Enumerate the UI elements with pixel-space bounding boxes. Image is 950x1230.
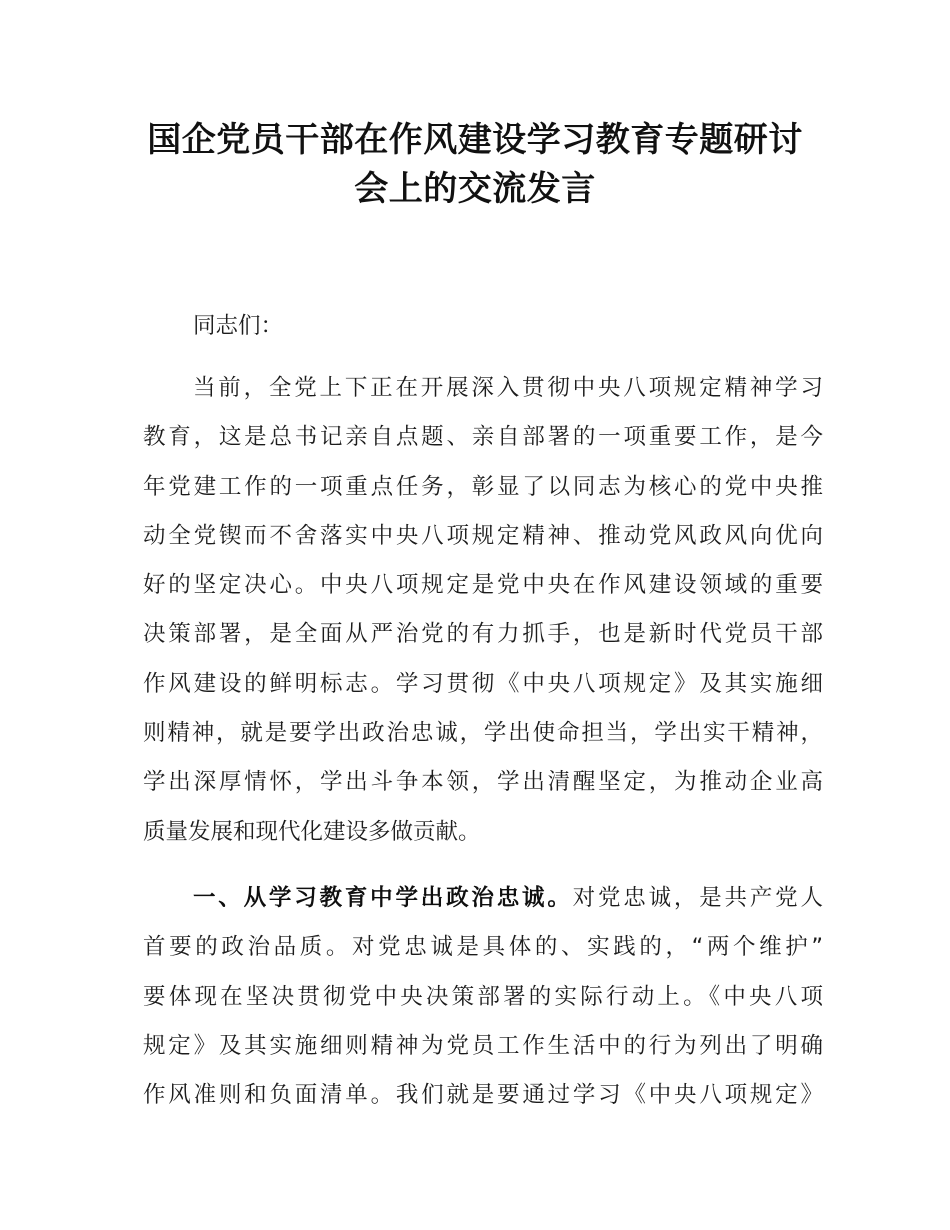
paragraph-line: 好的坚定决心。中央八项规定是党中央在作风建设领域的重要 — [143, 572, 823, 599]
paragraph-1 — [143, 364, 823, 857]
paragraph-line: 质量发展和现代化建设多做贡献。 — [143, 818, 481, 845]
paragraph-line: 作风准则和负面清单。我们就是要通过学习《中央八项规定》 — [143, 1082, 823, 1109]
paragraph-line: 动全党锲而不舍落实中央八项规定精神、推动党风政风向优向 — [143, 522, 823, 549]
greeting — [143, 302, 823, 351]
paragraph-line: 作风建设的鲜明标志。学习贯彻《中央八项规定》及其实施细 — [143, 670, 823, 697]
paragraph-line: 学出深厚情怀，学出斗争本领，学出清醒坚定，为推动企业高 — [143, 769, 823, 796]
paragraph-line: 则精神，就是要学出政治忠诚，学出使命担当，学出实干精神， — [143, 720, 823, 747]
paragraph-line: 当前，全党上下正在开展深入贯彻中央八项规定精神学习 — [193, 375, 823, 401]
section-heading-rest: 对党忠诚，是共产党人 — [572, 885, 823, 911]
paragraph-line: 教育，这是总书记亲自点题、亲自部署的一项重要工作，是今 — [143, 424, 823, 451]
paragraph-line: 决策部署，是全面从严治党的有力抓手，也是新时代党员干部 — [143, 621, 823, 648]
paragraph-line: 规定》及其实施细则精神为党员工作生活中的行为列出了明确 — [143, 1032, 823, 1059]
paragraph-line: 首要的政治品质。对党忠诚是具体的、实践的，“两个维护” — [143, 934, 823, 961]
paragraph-line — [143, 874, 823, 923]
title-line-2: 会上的交流发言 — [354, 169, 596, 209]
title-line-1: 国企党员干部在作风建设学习教育专题研讨 — [147, 120, 803, 160]
paragraph-2 — [143, 874, 823, 1120]
document-title — [100, 116, 850, 214]
section-heading: 一、从学习教育中学出政治忠诚。 — [193, 885, 573, 911]
greeting-text: 同志们： — [193, 313, 284, 339]
paragraph-line: 年党建工作的一项重点任务，彰显了以同志为核心的党中央推 — [143, 473, 823, 500]
paragraph-line: 要体现在坚决贯彻党中央决策部署的实际行动上。《中央八项 — [143, 983, 823, 1010]
